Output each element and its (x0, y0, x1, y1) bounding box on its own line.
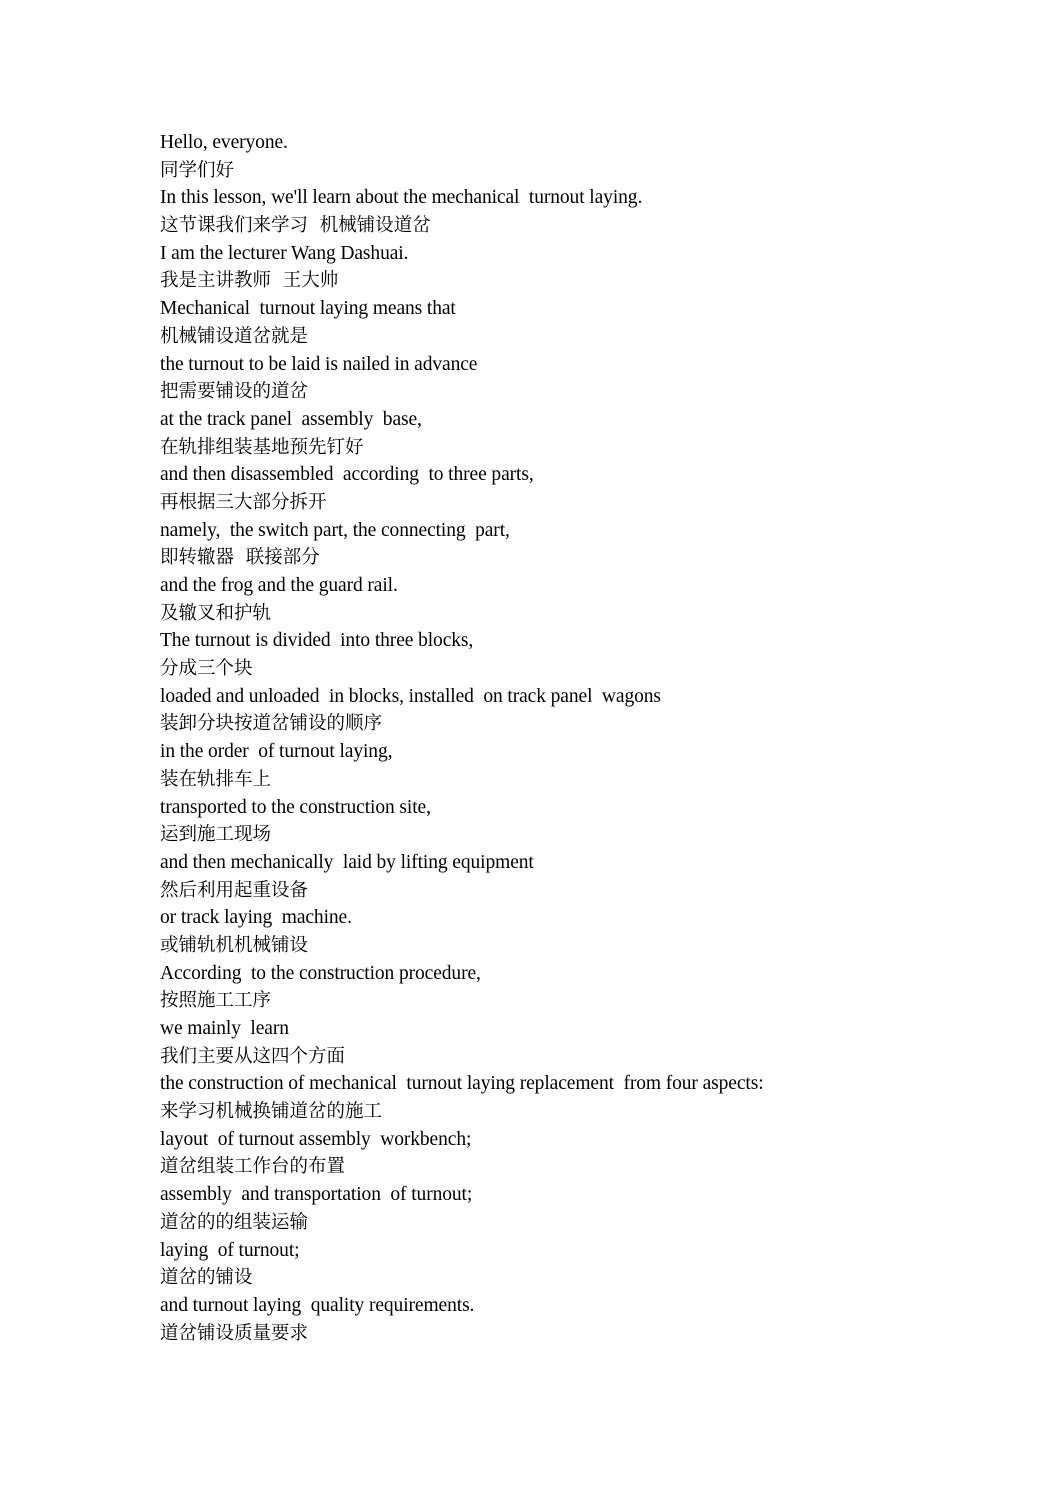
english-subtitle-line: the turnout to be laid is nailed in advance (160, 353, 478, 375)
english-subtitle-line: and then mechanically laid by lifting equipment (160, 851, 534, 873)
english-subtitle-line: The turnout is divided into three blocks, (160, 630, 474, 652)
english-subtitle-line: layout of turnout assembly workbench; (160, 1128, 472, 1150)
chinese-subtitle-line: 道岔的铺设 (160, 1267, 253, 1289)
chinese-subtitle-line: 运到施工现场 (160, 824, 272, 846)
english-subtitle-line: I am the lecturer Wang Dashuai. (160, 242, 409, 264)
chinese-subtitle-line: 我是主讲教师 王大帅 (160, 270, 339, 292)
english-subtitle-line: namely, the switch part, the connecting part, (160, 519, 510, 541)
english-subtitle-line: or track laying machine. (160, 907, 352, 929)
chinese-subtitle-line: 或铺轨机机械铺设 (160, 934, 309, 956)
chinese-subtitle-line: 把需要铺设的道岔 (160, 381, 309, 403)
english-subtitle-line: loaded and unloaded in blocks, installed on track panel wagons (160, 685, 661, 707)
english-subtitle-line: laying of turnout; (160, 1239, 300, 1261)
english-subtitle-line: assembly and transportation of turnout; (160, 1184, 473, 1206)
english-subtitle-line: the construction of mechanical turnout laying replacement from four aspects: (160, 1073, 764, 1095)
chinese-subtitle-line: 在轨排组装基地预先钉好 (160, 436, 364, 458)
chinese-subtitle-line: 装在轨排车上 (160, 768, 272, 790)
chinese-subtitle-line: 道岔铺设质量要求 (160, 1322, 309, 1344)
transcript-text-block (160, 129, 1020, 1347)
english-subtitle-line: in the order of turnout laying, (160, 741, 393, 763)
chinese-subtitle-line: 来学习机械换铺道岔的施工 (160, 1101, 383, 1123)
chinese-subtitle-line: 然后利用起重设备 (160, 879, 309, 901)
chinese-subtitle-line: 即转辙器 联接部分 (160, 547, 320, 569)
chinese-subtitle-line: 分成三个块 (160, 658, 253, 680)
chinese-subtitle-line: 这节课我们来学习 机械铺设道岔 (160, 215, 431, 237)
english-subtitle-line: Mechanical turnout laying means that (160, 298, 456, 320)
english-subtitle-line: According to the construction procedure, (160, 962, 481, 984)
chinese-subtitle-line: 及辙叉和护轨 (160, 602, 272, 624)
english-subtitle-line: In this lesson, we'll learn about the mechanical turnout laying. (160, 187, 643, 209)
chinese-subtitle-line: 我们主要从这四个方面 (160, 1045, 346, 1067)
chinese-subtitle-line: 道岔的的组装运输 (160, 1211, 309, 1233)
chinese-subtitle-line: 按照施工工序 (160, 990, 272, 1012)
chinese-subtitle-line: 同学们好 (160, 159, 235, 181)
english-subtitle-line: and then disassembled according to three parts, (160, 464, 534, 486)
chinese-subtitle-line: 道岔组装工作台的布置 (160, 1156, 346, 1178)
chinese-subtitle-line: 装卸分块按道岔铺设的顺序 (160, 713, 383, 735)
english-subtitle-line: Hello, everyone. (160, 132, 288, 153)
english-subtitle-line: at the track panel assembly base, (160, 408, 422, 430)
english-subtitle-line: and turnout laying quality requirements. (160, 1294, 475, 1316)
english-subtitle-line: we mainly learn (160, 1018, 289, 1039)
chinese-subtitle-line: 再根据三大部分拆开 (160, 491, 327, 513)
chinese-subtitle-line: 机械铺设道岔就是 (160, 325, 309, 347)
english-subtitle-line: transported to the construction site, (160, 796, 431, 818)
english-subtitle-line: and the frog and the guard rail. (160, 575, 398, 596)
